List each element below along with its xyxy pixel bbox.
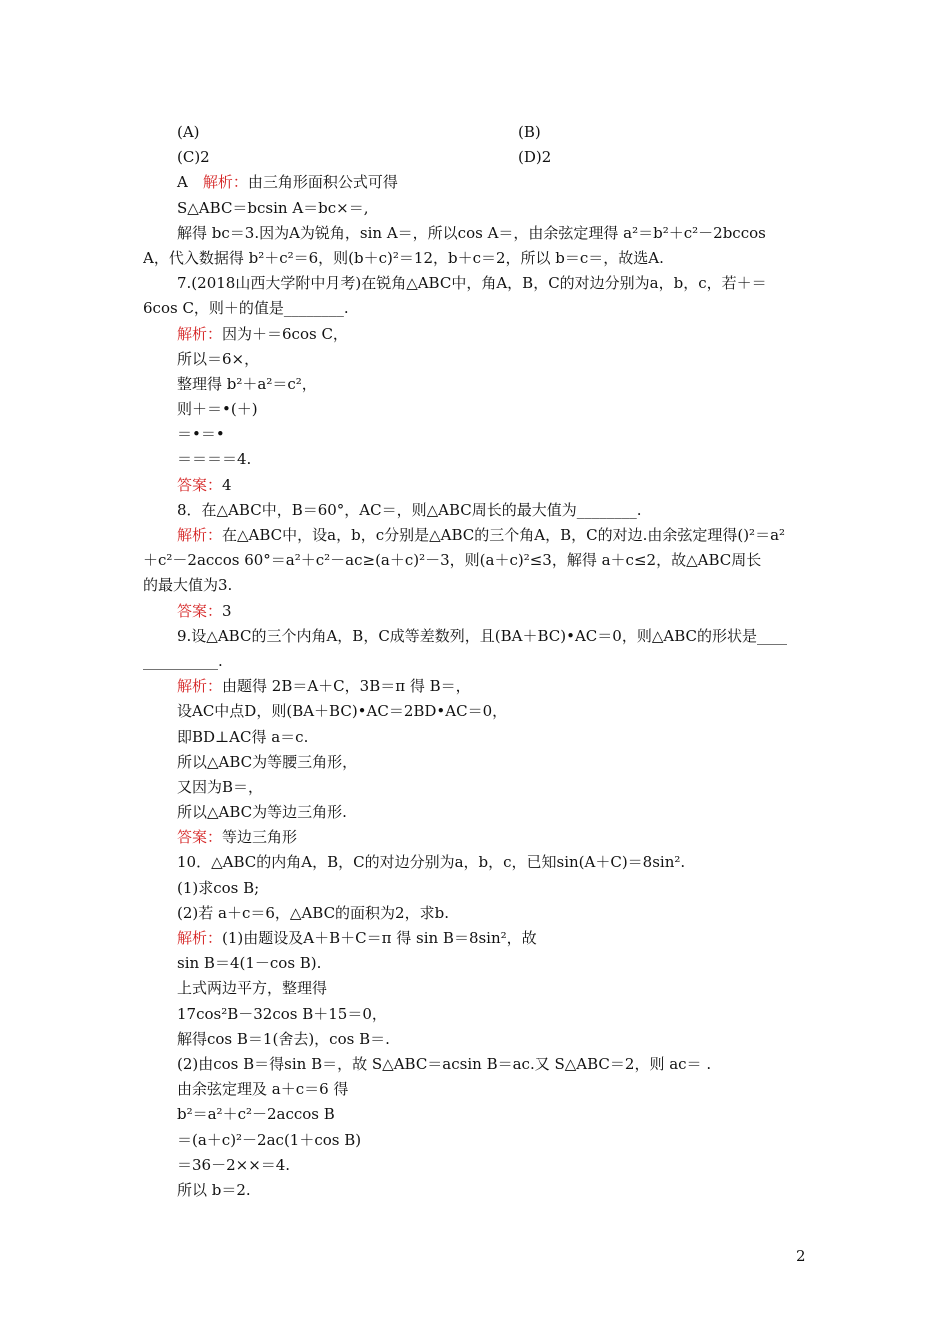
text-line [143,548,808,573]
text-line [143,1178,808,1203]
text-line [143,1002,808,1027]
text-line [143,221,808,246]
text-line [143,976,808,1001]
line-text: 8．在△ABC中，B＝60°，AC＝，则△ABC周长的最大值为________. [177,500,642,519]
line-text: 17cos²B－32cos B＋15＝0， [177,1004,387,1023]
line-text: 解得cos B＝1(舍去)，cos B＝. [177,1029,390,1048]
line-text: ＝(a＋c)²－2ac(1＋cos B) [177,1130,362,1149]
text-line [143,775,808,800]
line-text: 设AC中点D，则(BA＋BC)•AC＝2BD•AC＝0， [177,702,508,721]
text-lines [143,170,808,1203]
line-text: __________. [143,651,223,670]
line-text: 9.设△ABC的三个内角A，B，C成等差数列，且(BA＋BC)•AC＝0，则△ABC的形状是____ [177,626,787,645]
line-text: (2)由cos B＝得sin B＝，故 S△ABC＝acsin B＝ac.又 S△ABC＝2，则 ac＝ . [177,1054,712,1073]
text-line [143,170,808,195]
line-text: 所以△ABC为等腰三角形， [177,752,358,771]
line-text: 7.(2018山西大学附中月考)在锐角△ABC中，角A，B，C的对边分别为a，b，c，若＋＝ [177,274,767,293]
line-text: ＝36－2××＝4. [177,1155,291,1174]
answer-label: 解析： [177,324,223,343]
option-b: (B) [518,123,541,141]
line-text: 由三角形面积公式可得 [247,173,398,192]
document-body [143,120,808,1203]
line-text: ＝•＝• [177,425,225,444]
text-line [143,473,808,498]
text-line [143,1077,808,1102]
text-line [143,674,808,699]
line-text: 6cos C，则＋的值是________. [143,299,349,318]
line-text: ＝＝＝＝4. [177,450,252,469]
line-text: 所以＝6×， [177,349,260,368]
answer-label: 解析： [177,677,223,696]
text-line [143,397,808,422]
text-line [143,1102,808,1127]
line-text: 所以 b＝2. [177,1180,251,1199]
line-text: 即BD⊥AC得 a＝c. [177,727,309,746]
line-text: 由题得 2B＝A＋C，3B＝π 得 B＝， [222,677,471,696]
line-text: 10．△ABC的内角A，B，C的对边分别为a，b，c，已知sin(A＋C)＝8sin². [177,853,686,872]
text-line [143,271,808,296]
line-text: 则＋＝•(＋) [177,400,258,419]
text-line [143,296,808,321]
text-line [143,725,808,750]
text-line [143,1027,808,1052]
line-text: 3 [222,601,232,620]
options-row-ab [143,120,808,145]
answer-label: 答案： [177,475,223,494]
text-line [143,951,808,976]
line-text: (1)求cos B; [177,878,260,897]
text-line [143,1153,808,1178]
answer-label: 解析： [177,929,223,947]
text-line [143,624,808,649]
text-line [143,1128,808,1153]
line-text: 所以△ABC为等边三角形. [177,803,347,822]
options-row-cd [143,145,808,170]
text-line [143,850,808,875]
line-text: 在△ABC中，设a，b，c分别是△ABC的三个角A，B，C的对边.由余弦定理得()²＝a² [222,526,786,544]
page-number: 2 [796,1247,806,1265]
line-text: (2)若 a＋c＝6，△ABC的面积为2，求b. [177,903,449,922]
text-line [143,523,808,548]
text-line [143,750,808,775]
answer-label: 答案： [177,828,223,847]
answer-label: 解析： [202,173,248,192]
option-a: (A) [177,123,200,141]
text-line [143,649,808,674]
text-line [143,246,808,271]
answer-label: 答案： [177,601,223,620]
line-text: 上式两边平方，整理得 [177,979,328,998]
option-c: (C)2 [177,148,210,167]
text-line [143,1052,808,1077]
line-text: (1)由题设及A＋B＋C＝π 得 sin B＝8sin²，故 [222,929,537,947]
text-line [143,196,808,221]
line-text: b²＝a²＋c²－2accos B [177,1105,335,1124]
option-d: (D)2 [518,148,552,167]
text-line [143,422,808,447]
line-text: 整理得 b²＋a²＝c²， [177,374,317,393]
text-line [143,447,808,472]
line-text: 等边三角形 [222,828,298,847]
line-text: 4 [222,475,232,494]
text-line [143,599,808,624]
text-line [143,901,808,926]
text-line [143,699,808,724]
text-line [143,322,808,347]
line-text: 的最大值为3. [143,576,233,595]
text-line [143,926,808,951]
text-line [143,800,808,825]
line-text: A，代入数据得 b²＋c²＝6，则(b＋c)²＝12，b＋c＝2，所以 b＝c＝，故选A. [143,248,664,267]
line-text: A [177,173,203,192]
line-text: 解得 bc＝3.因为A为锐角，sin A＝，所以cos A＝，由余弦定理得 a²＝b²＋c²－2bccos [177,223,766,242]
line-text: S△ABC＝bcsin A＝bc×＝, [177,198,369,217]
line-text: ＋c²－2accos 60°＝a²＋c²－ac≥(a＋c)²－3，则(a＋c)²≤3，解得 a＋c≤2，故△ABC周长 [143,551,762,570]
text-line [143,876,808,901]
text-line [143,825,808,850]
text-line [143,347,808,372]
line-text: sin B＝4(1－cos B). [177,954,322,973]
text-line [143,573,808,598]
text-line [143,498,808,523]
text-line [143,372,808,397]
answer-label: 解析： [177,526,223,544]
line-text: 又因为B＝， [177,777,264,796]
line-text: 因为＋＝6cos C， [222,324,348,343]
line-text: 由余弦定理及 a＋c＝6 得 [177,1080,349,1099]
